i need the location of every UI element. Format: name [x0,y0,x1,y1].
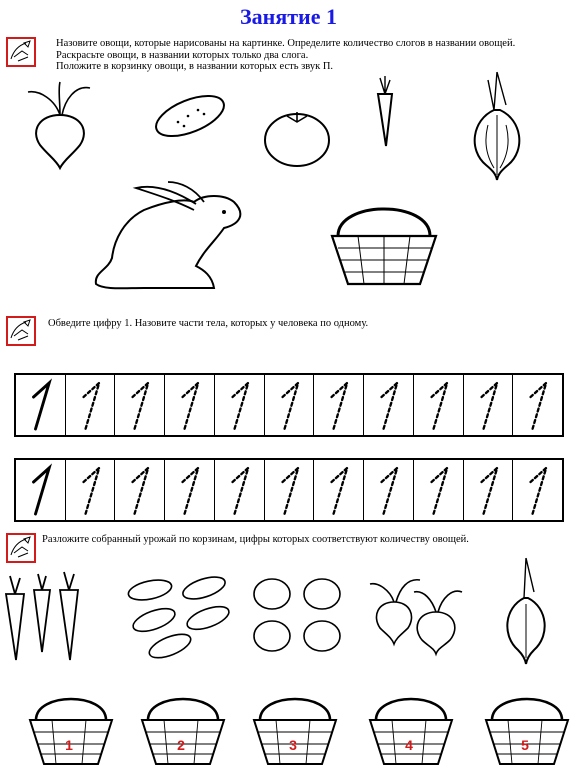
dashed-digit-one-cell[interactable] [115,460,165,520]
cucumber-drawing [150,88,230,143]
radish-drawing [20,80,100,170]
dashed-digit-one-cell[interactable] [165,460,215,520]
task3-pencil-hand-icon [6,533,36,563]
basket-digit: 4 [405,737,413,753]
tomatoes-group-drawing [250,574,350,656]
dashed-digit-one-cell[interactable] [314,460,364,520]
dashed-digit-one-cell[interactable] [66,375,116,435]
dashed-digit-one-cell[interactable] [364,375,414,435]
dashed-digit-one-cell[interactable] [165,375,215,435]
dashed-digit-one-cell[interactable] [414,460,464,520]
task2-instructions: Обведите цифру 1. Назовите части тела, которых у человека по одному. [48,318,369,329]
dashed-digit-one-cell[interactable] [464,375,514,435]
basket-1[interactable] [28,688,114,766]
basket-digit: 3 [289,737,297,753]
tracing-strip-2[interactable] [14,458,564,522]
basket-2[interactable] [140,688,226,766]
basket-digit: 2 [177,737,185,753]
tracing-strip-1[interactable] [14,373,564,437]
solid-digit-one-cell[interactable] [16,460,66,520]
cucumbers-group-drawing [124,572,236,662]
radishes-group-drawing [366,572,466,654]
task1-instructions [56,38,515,73]
solid-digit-one-cell[interactable] [16,375,66,435]
basket-digit: 5 [521,737,529,753]
tomato-drawing [262,108,332,168]
basket-5[interactable] [484,688,570,766]
onion-drawing [466,70,528,188]
dashed-digit-one-cell[interactable] [364,460,414,520]
dashed-digit-one-cell[interactable] [265,460,315,520]
dashed-digit-one-cell[interactable] [513,460,562,520]
rabbit-drawing [84,180,250,295]
dashed-digit-one-cell[interactable] [414,375,464,435]
task3-instructions: Разложите собранный урожай по корзинам, цифры которых соответствуют количеству овощей. [42,534,469,545]
task1-pencil-hand-icon [6,37,36,67]
basket-drawing [328,190,440,288]
dashed-digit-one-cell[interactable] [314,375,364,435]
carrot-drawing [370,76,400,148]
dashed-digit-one-cell[interactable] [66,460,116,520]
dashed-digit-one-cell[interactable] [215,460,265,520]
dashed-digit-one-cell[interactable] [513,375,562,435]
task1-line-2: Раскрасьте овощи, в названии которых только два слога. [56,49,309,61]
basket-3[interactable] [252,688,338,766]
dashed-digit-one-cell[interactable] [215,375,265,435]
task1-line-3: Положите в корзинку овощи, в названии которых есть звук П. [56,61,334,72]
dashed-digit-one-cell[interactable] [265,375,315,435]
page-title: Занятие 1 [240,4,337,29]
onion-small-drawing [500,556,552,668]
dashed-digit-one-cell[interactable] [115,375,165,435]
dashed-digit-one-cell[interactable] [464,460,514,520]
basket-digit: 1 [65,737,73,753]
task2-pencil-hand-icon [6,316,36,346]
carrots-group-drawing [4,570,84,662]
task1-line-1: Назовите овощи, которые нарисованы на картинке. Определите количество слогов в названии овощей. [56,38,516,49]
basket-4[interactable] [368,688,454,766]
